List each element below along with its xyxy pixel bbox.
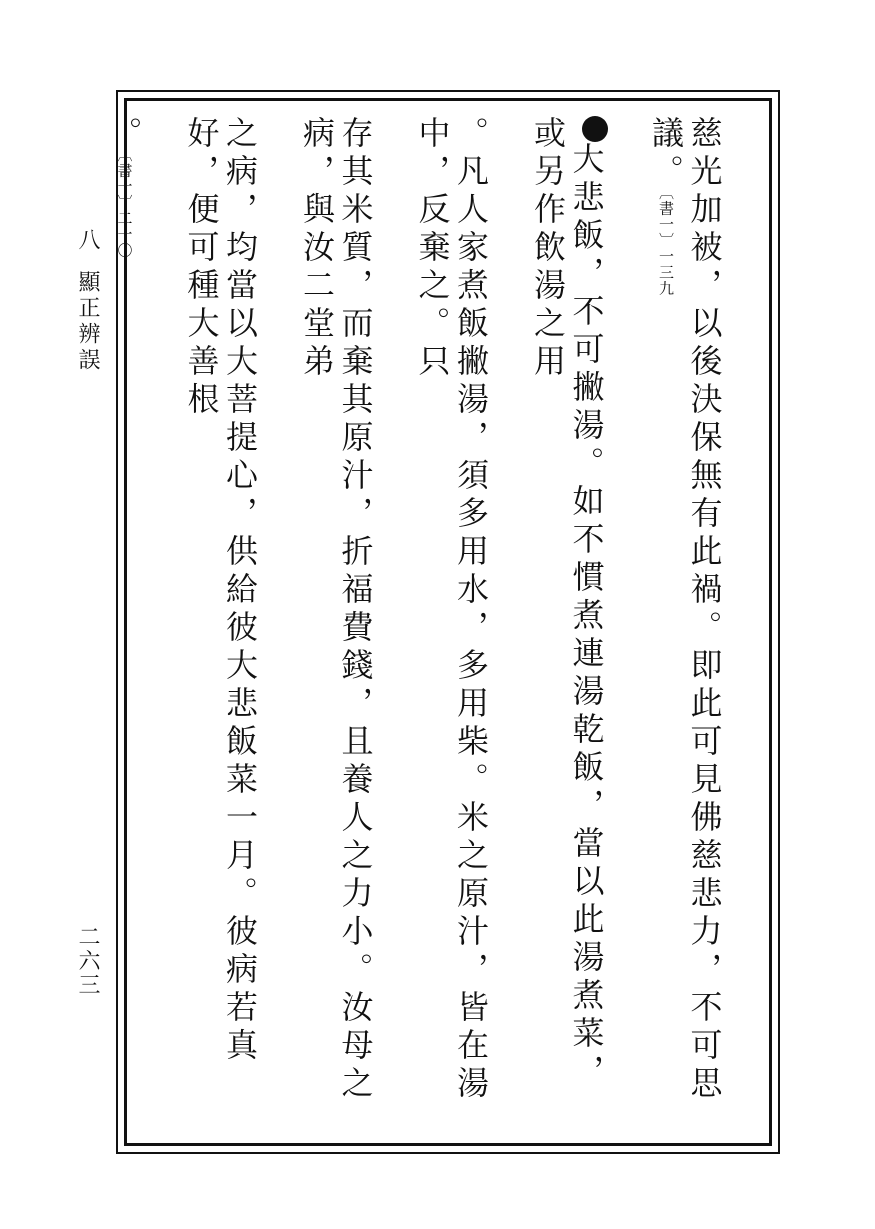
chapter-number: 八 — [75, 228, 100, 250]
text-column-6-body: 。 — [105, 116, 144, 154]
citation-note-2: 〔書一〕二一〇 — [115, 154, 134, 259]
text-column-5: 之病，均當以大菩提心，供給彼大悲飯菜一月。彼病若真好，便可種大善根 — [182, 116, 259, 1066]
text-column-2-body: 大悲飯，不可撇湯。如不慣煮連湯乾飯，當以此湯煮菜，或另作飲湯之用 — [529, 116, 606, 1092]
text-column-4: 存其米質，而棄其原汁，折福費錢，且養人之力小。汝母之病，與汝二堂弟 — [298, 116, 375, 1104]
text-column-6 — [105, 116, 144, 1126]
text-column-3: 。凡人家煮飯撇湯，須多用水，多用柴。米之原汁，皆在湯中，反棄之。只 — [413, 116, 490, 1104]
text-column-1-body: 慈光加被，以後決保無有此禍。即此可見佛慈悲力，不可思議。 — [647, 116, 724, 1104]
text-column-2 — [529, 116, 609, 1126]
page-number: 二六三 — [75, 925, 100, 997]
section-title: 顯正辨誤 — [75, 270, 100, 374]
citation-note-1: 〔書一〕一三九 — [657, 192, 675, 297]
main-text-block — [105, 116, 762, 1126]
bullet-icon — [582, 116, 608, 142]
text-column-1 — [647, 116, 724, 1126]
